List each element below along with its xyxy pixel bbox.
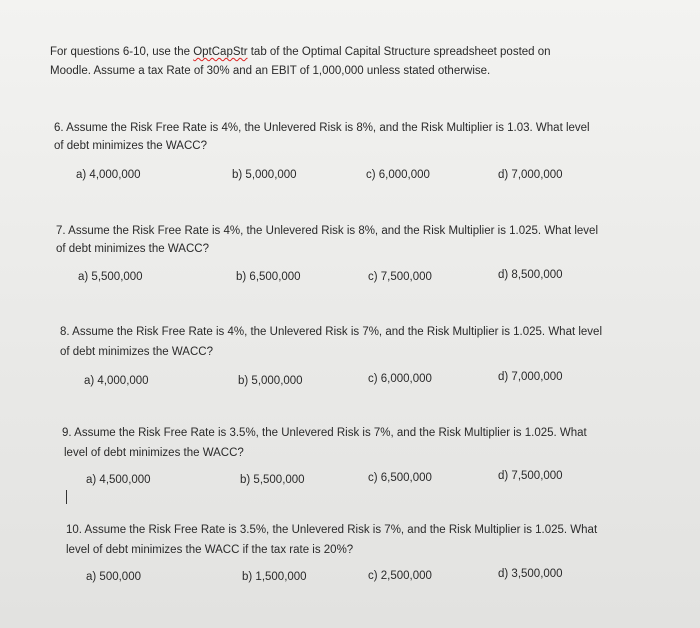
question-7-option-c: c) 7,500,000 [368,271,432,283]
question-7-option-d: d) 8,500,000 [498,269,563,281]
question-9-option-b: b) 5,500,000 [240,474,305,486]
question-10-option-a: a) 500,000 [86,571,141,583]
question-9-option-a: a) 4,500,000 [86,474,151,486]
spellcheck-tab-name: OptCapStr [193,46,248,58]
question-7-line-1: 7. Assume the Risk Free Rate is 4%, the Unlevered Risk is 8%, and the Risk Multiplier is 1.025. What level [56,225,599,237]
question-10-option-b: b) 1,500,000 [242,571,307,583]
question-6-option-a: a) 4,000,000 [76,169,141,181]
question-7-option-b: b) 6,500,000 [236,271,301,283]
question-10-option-c: c) 2,500,000 [368,570,432,582]
question-10-line-1: 10. Assume the Risk Free Rate is 3.5%, the Unlevered Risk is 7%, and the Risk Multiplier is 1.025. What [66,524,598,536]
question-9-line-2: level of debt minimizes the WACC? [64,447,244,459]
question-8-option-b: b) 5,000,000 [238,375,303,387]
text-cursor [66,490,67,504]
question-7-line-2: of debt minimizes the WACC? [56,243,209,255]
question-6-option-d: d) 7,000,000 [498,169,563,181]
question-10-option-d: d) 3,500,000 [498,568,563,580]
intro-line-2: Moodle. Assume a tax Rate of 30% and an EBIT of 1,000,000 unless stated otherwise. [50,65,491,77]
intro-line-1 [50,45,551,59]
question-8-line-2: of debt minimizes the WACC? [60,346,213,358]
question-9-option-d: d) 7,500,000 [498,470,563,482]
question-10-line-2: level of debt minimizes the WACC if the tax rate is 20%? [66,544,354,556]
question-9-option-c: c) 6,500,000 [368,472,432,484]
question-6-option-b: b) 5,000,000 [232,169,297,181]
question-6-option-c: c) 6,000,000 [366,169,430,181]
question-9-line-1: 9. Assume the Risk Free Rate is 3.5%, the Unlevered Risk is 7%, and the Risk Multiplier is 1.025. What [62,427,587,439]
question-8-line-1: 8. Assume the Risk Free Rate is 4%, the Unlevered Risk is 7%, and the Risk Multiplier is 1.025. What level [60,326,603,338]
intro-suffix: tab of the Optimal Capital Structure spreadsheet posted on [247,46,551,58]
question-8-option-d: d) 7,000,000 [498,371,563,383]
question-6-line-2: of debt minimizes the WACC? [54,140,207,152]
question-7-option-a: a) 5,500,000 [78,271,143,283]
question-6-line-1: 6. Assume the Risk Free Rate is 4%, the Unlevered Risk is 8%, and the Risk Multiplier is 1.03. What level [54,122,590,134]
question-8-option-a: a) 4,000,000 [84,375,149,387]
intro-prefix: For questions 6-10, use the [50,46,194,58]
question-8-option-c: c) 6,000,000 [368,373,432,385]
